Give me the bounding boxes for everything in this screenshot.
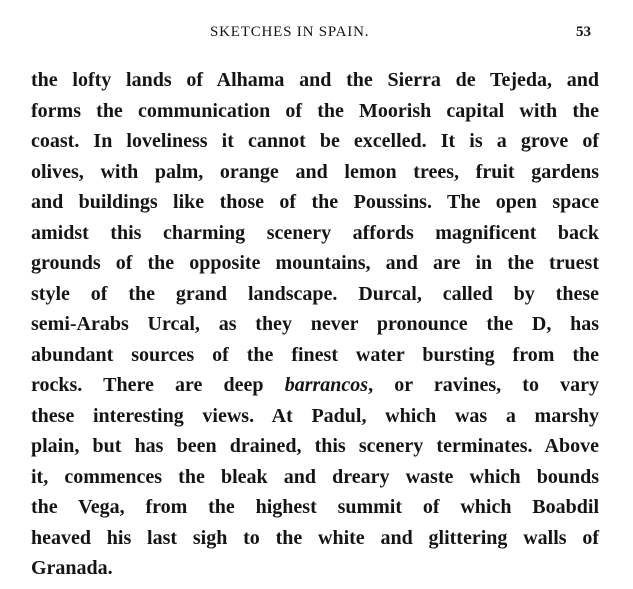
page-number: 53 (576, 24, 591, 40)
text-line: amidst this charming scenery affords magnificent back (31, 221, 599, 244)
text-line-last: Granada. (31, 557, 113, 579)
text-line: the lofty lands of Alhama and the Sierra de Tejeda, and (31, 69, 599, 91)
body-text (31, 65, 599, 584)
text-line-with-italic (31, 370, 599, 401)
text-line: plain, but has been drained, this scenery terminates. Above (31, 435, 599, 457)
text-line: olives, with palm, orange and lemon trees, fruit gardens (31, 160, 599, 183)
text-segment: , or ravines, to vary (368, 374, 599, 396)
text-line: the Vega, from the highest summit of which Boabdil (31, 496, 599, 518)
text-line: abundant sources of the finest water bursting from the (31, 343, 599, 366)
text-line: it, commences the bleak and dreary waste which bounds (31, 465, 599, 488)
text-line: and buildings like those of the Poussins. The open space (31, 191, 599, 213)
text-line: these interesting views. At Padul, which was a marshy (31, 404, 599, 427)
text-line: semi-Arabs Urcal, as they never pronounce the D, has (31, 313, 599, 335)
text-line: forms the communication of the Moorish capital with the (31, 99, 599, 122)
text-line: coast. In loveliness it cannot be excelled. It is a grove of (31, 130, 599, 152)
running-head: SKETCHES IN SPAIN. (210, 24, 370, 40)
text-line: style of the grand landscape. Durcal, called by these (31, 282, 599, 305)
text-line: grounds of the opposite mountains, and are in the truest (31, 252, 599, 274)
italic-term: barrancos (284, 374, 369, 396)
text-line: heaved his last sigh to the white and glittering walls of (31, 526, 599, 549)
text-segment: rocks. There are deep (31, 374, 285, 396)
